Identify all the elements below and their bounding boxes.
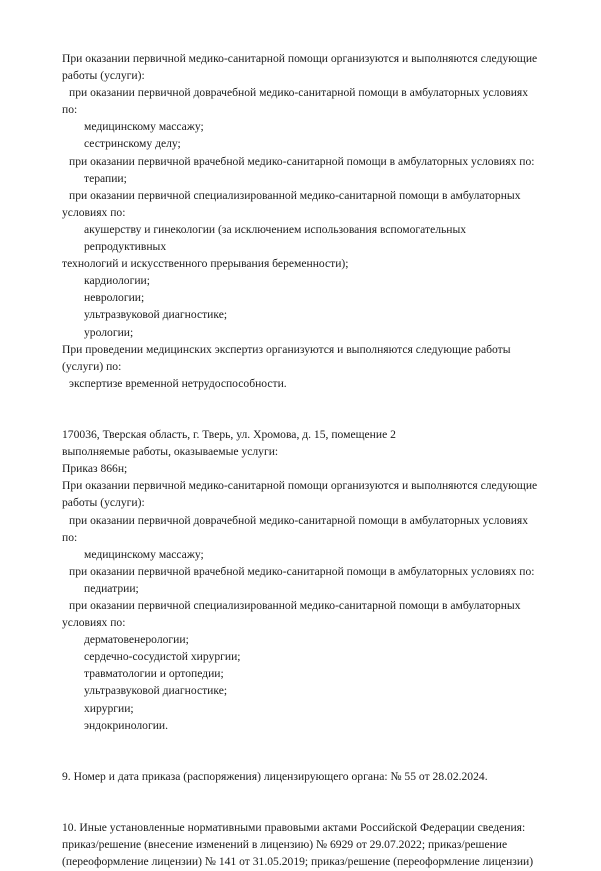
paragraph-gap [62,802,540,819]
text-line: хирургии; [84,701,134,715]
text-line: неврологии; [84,291,145,305]
item-ten [62,819,540,870]
text-line: При оказании первичной медико-санитарной помощи организуются и выполняются следующие [62,479,538,493]
text-line: при оказании первичной врачебной медико-санитарной помощи в амбулаторных условиях по: [69,564,535,578]
text-line: ультразвуковой диагностике; [84,684,228,698]
paragraph-gap [62,734,540,751]
text-line: при оказании первичной специализированной медико-санитарной помощи в амбулаторных [69,599,521,612]
item-nine [62,768,540,785]
text-line: работы (услуги): [62,69,145,83]
order-reference: Приказ 866н; [62,462,128,476]
text-line: при оказании первичной доврачебной медико-санитарной помощи в амбулаторных условиях [69,86,529,100]
text-line: дерматовенерологии; [84,633,189,647]
text-line: эндокринологии. [84,718,169,732]
text-line: травматологии и ортопедии; [84,667,224,681]
item-ten-text-line: 10. Иные установленные нормативными правовыми актами Российской Федерации сведения: [62,821,526,835]
text-line: медицинскому массажу; [84,547,204,561]
text-line: по: [62,103,78,117]
text-line: медицинскому массажу; [84,120,204,134]
paragraph-gap [62,751,540,768]
text-line: При оказании первичной медико-санитарной помощи организуются и выполняются следующие [62,52,538,65]
text-line: при оказании первичной доврачебной медико-санитарной помощи в амбулаторных условиях [69,513,529,527]
text-line: по: [62,530,78,544]
text-line: условиях по: [62,205,126,219]
item-ten-text-line: (переоформление лицензии) № 141 от 31.05.2019; приказ/решение (переоформление лицензии) [62,855,534,869]
text-line: акушерству и гинекологии (за исключением использования вспомогательных репродуктивных [84,222,469,254]
text-line: сердечно-сосудистой хирургии; [84,650,241,664]
item-ten-text-line: приказ/решение (внесение изменений в лицензию) № 6929 от 29.07.2022; приказ/решение [62,838,508,852]
item-nine-text: 9. Номер и дата приказа (распоряжения) лицензирующего органа: № 55 от 28.02.2024. [62,769,488,783]
text-line: экспертизе временной нетрудоспособности. [69,376,287,390]
text-line: условиях по: [62,616,126,630]
document-text-body [62,50,540,871]
text-line: при оказании первичной врачебной медико-санитарной помощи в амбулаторных условиях по: [69,154,535,168]
text-line: сестринскому делу; [84,137,181,151]
text-line: терапии; [84,171,127,185]
services-heading: выполняемые работы, оказываемые услуги: [62,445,279,459]
text-line: при оказании первичной специализированной медико-санитарной помощи в амбулаторных [69,188,521,202]
facility-address: 170036, Тверская область, г. Тверь, ул. Хромова, д. 15, помещение 2 [62,428,396,442]
section-two-facility [62,426,540,734]
text-line: технологий и искусственного прерывания беременности); [62,257,349,271]
text-line: (услуги) по: [62,359,122,373]
text-line: ультразвуковой диагностике; [84,308,228,322]
paragraph-gap [62,409,540,426]
text-line: При проведении медицинских экспертиз организуются и выполняются следующие работы [62,342,511,356]
section-one-services [62,50,540,392]
text-line: педиатрии; [84,581,139,595]
text-line: урологии; [84,325,134,339]
text-line: кардиологии; [84,274,150,288]
paragraph-gap [62,392,540,409]
text-line: работы (услуги): [62,496,145,510]
